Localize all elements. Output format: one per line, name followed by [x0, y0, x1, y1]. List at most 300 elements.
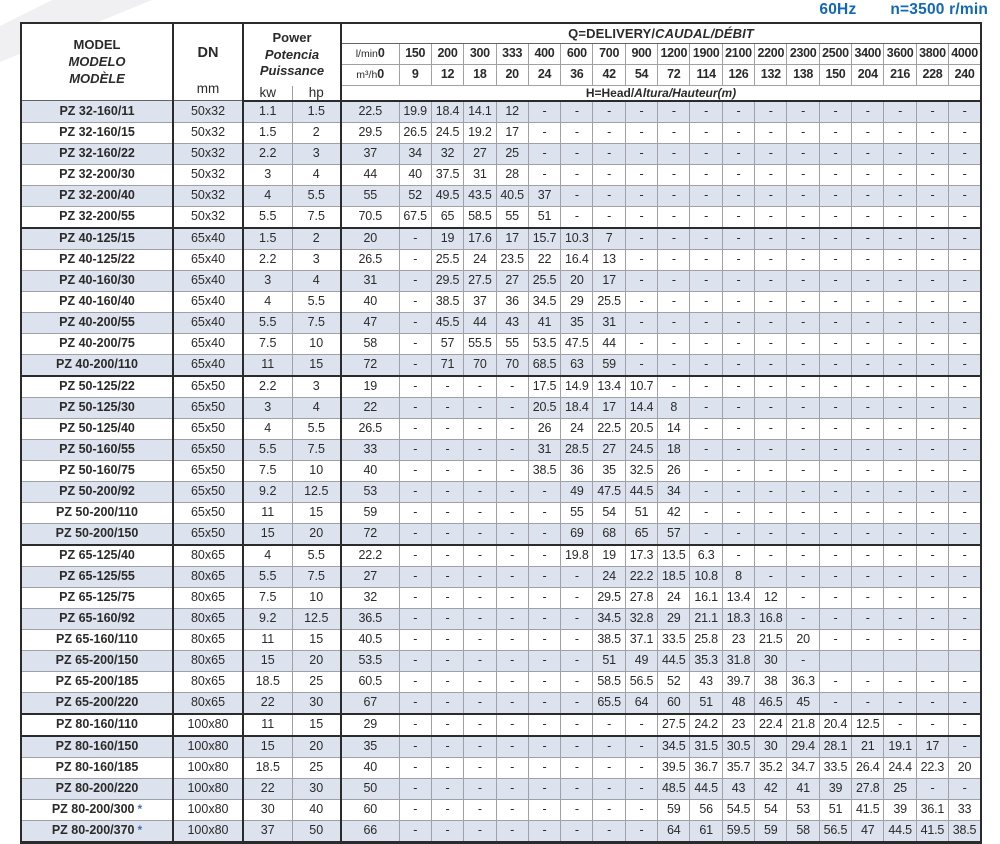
kw-value: 2.2 — [243, 249, 292, 270]
lmin-value: 333 — [496, 44, 528, 65]
head-value: 53.5 — [341, 650, 399, 671]
dn-value: 100x80 — [173, 736, 243, 758]
head-value: - — [658, 333, 690, 354]
head-value: 21.1 — [690, 608, 722, 629]
head-value: - — [464, 608, 496, 629]
head-value: - — [399, 736, 431, 758]
head-value: 55 — [341, 185, 399, 206]
head-value: - — [819, 629, 851, 650]
pump-row — [21, 206, 981, 228]
kw-value: 1.5 — [243, 228, 292, 250]
hp-value: 15 — [292, 629, 341, 650]
head-value: - — [431, 397, 463, 418]
hp-value: 50 — [292, 820, 341, 842]
kw-value: 1.1 — [243, 101, 292, 123]
head-value: - — [819, 291, 851, 312]
head-value: 40.5 — [496, 185, 528, 206]
head-value: 53.5 — [528, 333, 560, 354]
head-value: 12 — [496, 101, 528, 123]
head-value: 22 — [528, 249, 560, 270]
head-value: - — [625, 164, 657, 185]
head-value: - — [399, 671, 431, 692]
head-value: - — [528, 502, 560, 523]
head-value: - — [722, 164, 754, 185]
pump-row — [21, 650, 981, 671]
head-value: - — [464, 418, 496, 439]
dn-value: 100x80 — [173, 799, 243, 820]
head-value: - — [916, 312, 948, 333]
head-value: - — [625, 122, 657, 143]
head-value: - — [625, 820, 657, 842]
head-value: - — [819, 502, 851, 523]
dn-value: 100x80 — [173, 778, 243, 799]
head-value: 40.5 — [341, 629, 399, 650]
head-value: 59 — [755, 820, 787, 842]
head-value: - — [949, 439, 981, 460]
head-value: - — [884, 587, 916, 608]
head-value: 19.1 — [884, 736, 916, 758]
model-header-en: MODEL — [73, 36, 121, 52]
head-value: 71 — [431, 354, 463, 376]
dn-value: 65x40 — [173, 354, 243, 376]
pump-row — [21, 629, 981, 650]
head-value: - — [399, 460, 431, 481]
head-value: - — [852, 418, 884, 439]
head-value: 65 — [625, 523, 657, 545]
head-value: - — [431, 418, 463, 439]
head-value: - — [722, 143, 754, 164]
head-value: - — [496, 481, 528, 502]
head-value: - — [787, 228, 819, 250]
dn-value: 65x50 — [173, 439, 243, 460]
head-value: - — [528, 736, 560, 758]
operating-conditions — [819, 1, 988, 19]
head-value: - — [852, 587, 884, 608]
head-value: 25.5 — [528, 270, 560, 291]
head-value: - — [852, 608, 884, 629]
head-value: 52 — [658, 671, 690, 692]
pump-row — [21, 270, 981, 291]
head-value: - — [399, 418, 431, 439]
power-header-es: Potencia — [264, 46, 320, 62]
head-value: - — [464, 714, 496, 736]
head-value: - — [690, 101, 722, 123]
dn-unit-mm: mm — [196, 81, 220, 97]
flow-m3h-zero-cell — [341, 65, 399, 86]
head-value: - — [852, 523, 884, 545]
head-value: - — [496, 418, 528, 439]
head-value: - — [431, 566, 463, 587]
head-value: - — [496, 587, 528, 608]
pump-model: PZ 65-125/75 — [21, 587, 173, 608]
head-value: - — [852, 397, 884, 418]
head-value: 19 — [431, 228, 463, 250]
head-value: - — [916, 101, 948, 123]
pump-model: PZ 50-160/55 — [21, 439, 173, 460]
dn-value: 65x40 — [173, 291, 243, 312]
head-value: - — [496, 523, 528, 545]
head-value: 28.5 — [561, 439, 593, 460]
head-value: - — [916, 502, 948, 523]
head-value: - — [593, 778, 625, 799]
kw-value: 9.2 — [243, 608, 292, 629]
head-value: - — [431, 629, 463, 650]
kw-value: 4 — [243, 545, 292, 567]
pump-row — [21, 545, 981, 567]
head-value: - — [593, 714, 625, 736]
head-value: - — [884, 692, 916, 714]
head-value: 22.2 — [341, 545, 399, 567]
head-value: 35 — [593, 460, 625, 481]
head-value: 25.5 — [593, 291, 625, 312]
head-value: 23 — [722, 714, 754, 736]
head-value: 24 — [658, 587, 690, 608]
head-value: - — [690, 397, 722, 418]
head-value: - — [431, 650, 463, 671]
head-value: 60 — [341, 799, 399, 820]
head-value: 54 — [755, 799, 787, 820]
head-value: - — [496, 460, 528, 481]
head-value: - — [528, 566, 560, 587]
head-value: 31.5 — [690, 736, 722, 758]
head-value: 18.4 — [561, 397, 593, 418]
head-value: - — [852, 312, 884, 333]
head-value: 34.5 — [658, 736, 690, 758]
head-value: 13.5 — [658, 545, 690, 567]
kw-value: 22 — [243, 692, 292, 714]
head-value: - — [884, 418, 916, 439]
head-value: - — [916, 354, 948, 376]
lmin-value: 1200 — [658, 44, 690, 65]
head-value: - — [884, 143, 916, 164]
head-value: - — [949, 714, 981, 736]
head-value: 40 — [341, 460, 399, 481]
head-value: - — [528, 587, 560, 608]
m3h-value: 114 — [690, 65, 722, 86]
head-value: - — [949, 333, 981, 354]
head-value: 24.5 — [431, 122, 463, 143]
head-value: 14.1 — [464, 101, 496, 123]
head-value: 40 — [341, 757, 399, 778]
asterisk-marker: * — [137, 823, 143, 838]
head-value: 19.8 — [561, 545, 593, 567]
head-value: - — [755, 101, 787, 123]
head-value: - — [916, 397, 948, 418]
head-value: - — [884, 354, 916, 376]
head-value: - — [464, 820, 496, 842]
pump-row — [21, 312, 981, 333]
head-value: - — [496, 545, 528, 567]
head-value: 27.8 — [852, 778, 884, 799]
pump-row — [21, 185, 981, 206]
pump-model: PZ 40-200/110 — [21, 354, 173, 376]
head-value: - — [755, 143, 787, 164]
head-value: 20 — [949, 757, 981, 778]
head-value: - — [399, 291, 431, 312]
head-value: 28 — [496, 164, 528, 185]
head-value: - — [949, 122, 981, 143]
head-value: 51 — [690, 692, 722, 714]
kw-value: 5.5 — [243, 566, 292, 587]
head-value: - — [528, 629, 560, 650]
head-value: - — [787, 143, 819, 164]
head-value: - — [464, 671, 496, 692]
hp-value: 15 — [292, 714, 341, 736]
head-value: 58 — [787, 820, 819, 842]
head-value: 35 — [341, 736, 399, 758]
kw-value: 9.2 — [243, 481, 292, 502]
head-value: - — [464, 757, 496, 778]
pump-row — [21, 397, 981, 418]
head-value: - — [399, 270, 431, 291]
head-value: 70 — [496, 354, 528, 376]
head-value: - — [528, 650, 560, 671]
head-value: - — [819, 671, 851, 692]
head-value: - — [852, 185, 884, 206]
head-value: 8 — [722, 566, 754, 587]
head-value: - — [884, 481, 916, 502]
head-value: - — [852, 460, 884, 481]
pump-model: PZ 80-200/370 * — [21, 820, 173, 842]
pump-model: PZ 40-160/40 — [21, 291, 173, 312]
hp-value: 30 — [292, 692, 341, 714]
head-value: 22.4 — [755, 714, 787, 736]
head-value: - — [755, 164, 787, 185]
head-value: - — [561, 671, 593, 692]
head-value: 42 — [755, 778, 787, 799]
head-value: 8 — [658, 397, 690, 418]
head-value: - — [464, 545, 496, 567]
head-value: - — [884, 185, 916, 206]
head-value: - — [755, 545, 787, 567]
head-value: - — [884, 608, 916, 629]
head-value: - — [819, 312, 851, 333]
head-value: 59 — [593, 354, 625, 376]
pump-model: PZ 32-200/40 — [21, 185, 173, 206]
head-value: - — [464, 502, 496, 523]
head-value: 67.5 — [399, 206, 431, 228]
pump-model: PZ 50-125/30 — [21, 397, 173, 418]
head-value: - — [852, 502, 884, 523]
head-value: - — [755, 460, 787, 481]
dn-value: 80x65 — [173, 566, 243, 587]
head-value: 12.5 — [852, 714, 884, 736]
head-value: 70.5 — [341, 206, 399, 228]
head-value: - — [464, 376, 496, 398]
head-value: - — [658, 164, 690, 185]
pump-model: PZ 50-200/110 — [21, 502, 173, 523]
head-value: - — [593, 185, 625, 206]
head-value — [949, 650, 981, 671]
head-value: - — [431, 502, 463, 523]
pump-row — [21, 692, 981, 714]
head-value: 42 — [658, 502, 690, 523]
head-value: - — [884, 228, 916, 250]
head-value: - — [916, 778, 948, 799]
head-value: - — [852, 481, 884, 502]
head-value: 35.2 — [755, 757, 787, 778]
head-value: - — [528, 481, 560, 502]
pump-model: PZ 40-200/75 — [21, 333, 173, 354]
head-value: - — [787, 460, 819, 481]
head-value: - — [949, 778, 981, 799]
head-title — [341, 86, 981, 101]
head-value: - — [464, 650, 496, 671]
head-value: 10.3 — [561, 228, 593, 250]
lmin-value: 3600 — [884, 44, 916, 65]
head-value: 58 — [341, 333, 399, 354]
head-value: 31 — [528, 439, 560, 460]
head-value: - — [852, 376, 884, 398]
hp-value: 10 — [292, 587, 341, 608]
hp-value: 30 — [292, 778, 341, 799]
head-value: - — [755, 270, 787, 291]
pump-model: PZ 32-160/15 — [21, 122, 173, 143]
head-value: - — [722, 439, 754, 460]
head-value: - — [690, 376, 722, 398]
dn-value: 65x50 — [173, 502, 243, 523]
kw-value: 15 — [243, 736, 292, 758]
head-value: 38 — [755, 671, 787, 692]
pump-row — [21, 354, 981, 376]
head-value: - — [431, 376, 463, 398]
head-value: - — [464, 778, 496, 799]
hp-value: 3 — [292, 143, 341, 164]
dn-value: 65x50 — [173, 481, 243, 502]
head-value: - — [528, 671, 560, 692]
head-value: - — [528, 757, 560, 778]
head-value: 36 — [496, 291, 528, 312]
pump-model: PZ 50-125/40 — [21, 418, 173, 439]
head-value: 18.4 — [431, 101, 463, 123]
head-value: 13.4 — [722, 587, 754, 608]
head-value: - — [722, 545, 754, 567]
head-value: - — [884, 164, 916, 185]
head-value: - — [884, 312, 916, 333]
head-value: 72 — [341, 523, 399, 545]
dn-value: 50x32 — [173, 143, 243, 164]
lmin-value: 3400 — [852, 44, 884, 65]
lmin-value: 700 — [593, 44, 625, 65]
head-value: - — [916, 270, 948, 291]
head-value: - — [949, 587, 981, 608]
head-value: - — [722, 122, 754, 143]
lmin-unit-label: l/min — [355, 48, 378, 61]
head-value: - — [949, 249, 981, 270]
kw-value: 2.2 — [243, 376, 292, 398]
head-value: - — [690, 523, 722, 545]
m3h-value: 228 — [916, 65, 948, 86]
head-value: - — [949, 376, 981, 398]
hp-value: 5.5 — [292, 291, 341, 312]
head-value: 36.3 — [787, 671, 819, 692]
head-value: - — [819, 460, 851, 481]
head-value: - — [819, 439, 851, 460]
head-value: 22.2 — [625, 566, 657, 587]
head-value: - — [431, 778, 463, 799]
dn-value: 80x65 — [173, 692, 243, 714]
power-column-header — [243, 23, 341, 86]
head-value: - — [949, 629, 981, 650]
pump-row — [21, 143, 981, 164]
head-value: 6.3 — [690, 545, 722, 567]
head-value: - — [819, 566, 851, 587]
head-value: 50 — [341, 778, 399, 799]
m3h-zero: 0 — [377, 67, 385, 82]
head-value: 16.8 — [755, 608, 787, 629]
head-value: 22.5 — [341, 101, 399, 123]
head-value: 33 — [341, 439, 399, 460]
head-value: - — [916, 671, 948, 692]
head-value: - — [755, 397, 787, 418]
head-value: - — [496, 650, 528, 671]
head-value: 43 — [496, 312, 528, 333]
head-value: - — [593, 101, 625, 123]
head-value: - — [658, 249, 690, 270]
head-value: 40 — [399, 164, 431, 185]
head-value: - — [916, 164, 948, 185]
head-value: 18 — [658, 439, 690, 460]
head-value: - — [949, 460, 981, 481]
head-value: - — [399, 757, 431, 778]
head-value: 33 — [949, 799, 981, 820]
pump-model: PZ 80-200/300 * — [21, 799, 173, 820]
head-value: - — [819, 376, 851, 398]
pump-row — [21, 460, 981, 481]
head-value: - — [431, 460, 463, 481]
head-value: - — [722, 376, 754, 398]
head-value: - — [561, 629, 593, 650]
head-value: 16.1 — [690, 587, 722, 608]
head-value: 24.4 — [884, 757, 916, 778]
dn-value: 100x80 — [173, 714, 243, 736]
kw-value: 18.5 — [243, 671, 292, 692]
kw-value: 7.5 — [243, 587, 292, 608]
head-value: 44 — [464, 312, 496, 333]
head-value: 37 — [341, 143, 399, 164]
head-value: - — [690, 481, 722, 502]
head-value: - — [916, 692, 948, 714]
head-value: - — [884, 523, 916, 545]
hp-value: 1.5 — [292, 101, 341, 123]
head-value: 58.5 — [593, 671, 625, 692]
hp-value: 15 — [292, 354, 341, 376]
head-value: 63 — [561, 354, 593, 376]
head-value: 12 — [755, 587, 787, 608]
head-value: - — [399, 439, 431, 460]
head-value: 68.5 — [528, 354, 560, 376]
pump-row — [21, 566, 981, 587]
head-value: - — [949, 164, 981, 185]
head-value: - — [561, 757, 593, 778]
head-value: - — [949, 523, 981, 545]
head-value: - — [787, 608, 819, 629]
lmin-value: 200 — [431, 44, 463, 65]
head-value: - — [787, 481, 819, 502]
pump-model: PZ 65-200/150 — [21, 650, 173, 671]
head-value: - — [949, 397, 981, 418]
head-value: - — [884, 206, 916, 228]
head-value: - — [949, 481, 981, 502]
pump-row — [21, 523, 981, 545]
head-value: - — [755, 502, 787, 523]
head-value: - — [496, 736, 528, 758]
head-value: 49 — [625, 650, 657, 671]
head-value: 10.8 — [690, 566, 722, 587]
head-value: - — [399, 692, 431, 714]
head-value: 17 — [916, 736, 948, 758]
lmin-value: 300 — [464, 44, 496, 65]
